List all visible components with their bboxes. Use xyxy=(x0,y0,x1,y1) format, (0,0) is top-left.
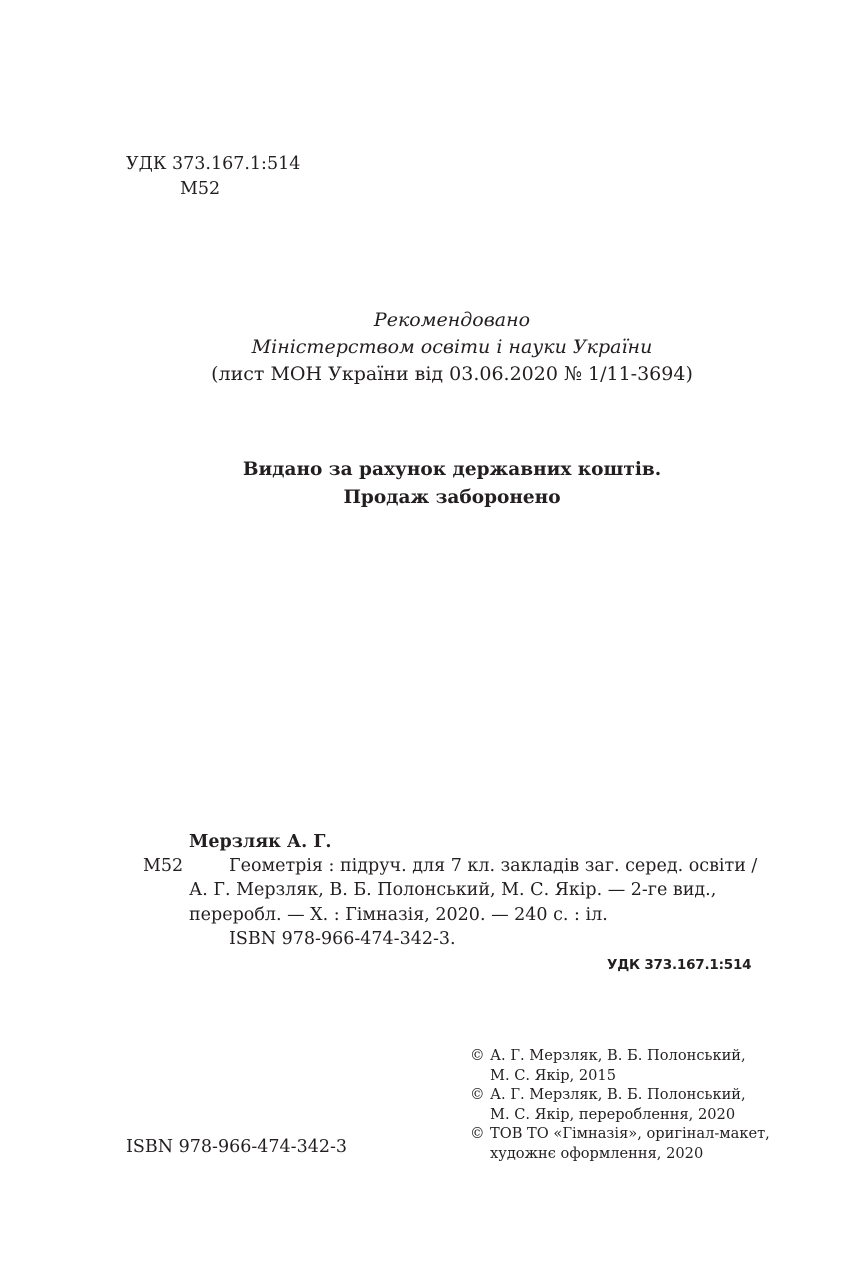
udk-code-right: УДК 373.167.1:514 xyxy=(607,957,752,973)
copyright-block xyxy=(470,1046,770,1163)
biblio-author-sign: М52 xyxy=(143,856,184,876)
funding-notice-line-2: Продаж заборонено xyxy=(343,487,561,508)
copyright-1-line-1: А. Г. Мерзляк, В. Б. Полонський, xyxy=(490,1047,746,1064)
funding-notice-line-1: Видано за рахунок державних коштів. xyxy=(242,459,662,480)
udk-code: УДК 373.167.1:514 xyxy=(126,154,301,174)
copyright-1-line-2: М. С. Якір, 2015 xyxy=(490,1066,616,1084)
recommendation-line-3: (лист МОН України від 03.06.2020 № 1/11-3694) xyxy=(211,363,693,385)
biblio-line-3: переробл. — Х. : Гімназія, 2020. — 240 с. : іл. xyxy=(189,905,608,925)
copyright-symbol-1: © xyxy=(470,1047,485,1064)
author-sign-code: М52 xyxy=(180,179,221,199)
copyright-3-line-1: ТОВ ТО «Гімназія», оригінал-макет, xyxy=(490,1125,770,1142)
recommendation-line-1: Рекомендовано xyxy=(373,309,531,331)
funding-notice xyxy=(0,456,850,512)
recommendation-line-2: Міністерством освіти і науки України xyxy=(251,336,653,358)
isbn-number: ISBN 978-966-474-342-3 xyxy=(126,1137,348,1157)
recommendation-block xyxy=(0,307,850,388)
biblio-isbn: ISBN 978-966-474-342-3. xyxy=(229,929,456,949)
biblio-line-2: А. Г. Мерзляк, В. Б. Полонський, М. С. Якір. — 2-ге вид., xyxy=(189,880,717,900)
biblio-author: Мерзляк А. Г. xyxy=(189,832,332,852)
biblio-line-1: Геометрія : підруч. для 7 кл. закладів заг. серед. освіти / xyxy=(229,856,758,876)
copyright-symbol-2: © xyxy=(470,1086,485,1103)
copyright-2-line-2: М. С. Якір, перероблення, 2020 xyxy=(490,1105,736,1123)
udk-code-block xyxy=(126,152,300,202)
copyright-symbol-3: © xyxy=(470,1125,485,1142)
copyright-2-line-1: А. Г. Мерзляк, В. Б. Полонський, xyxy=(490,1086,746,1103)
copyright-3-line-2: художнє оформлення, 2020 xyxy=(490,1144,704,1162)
